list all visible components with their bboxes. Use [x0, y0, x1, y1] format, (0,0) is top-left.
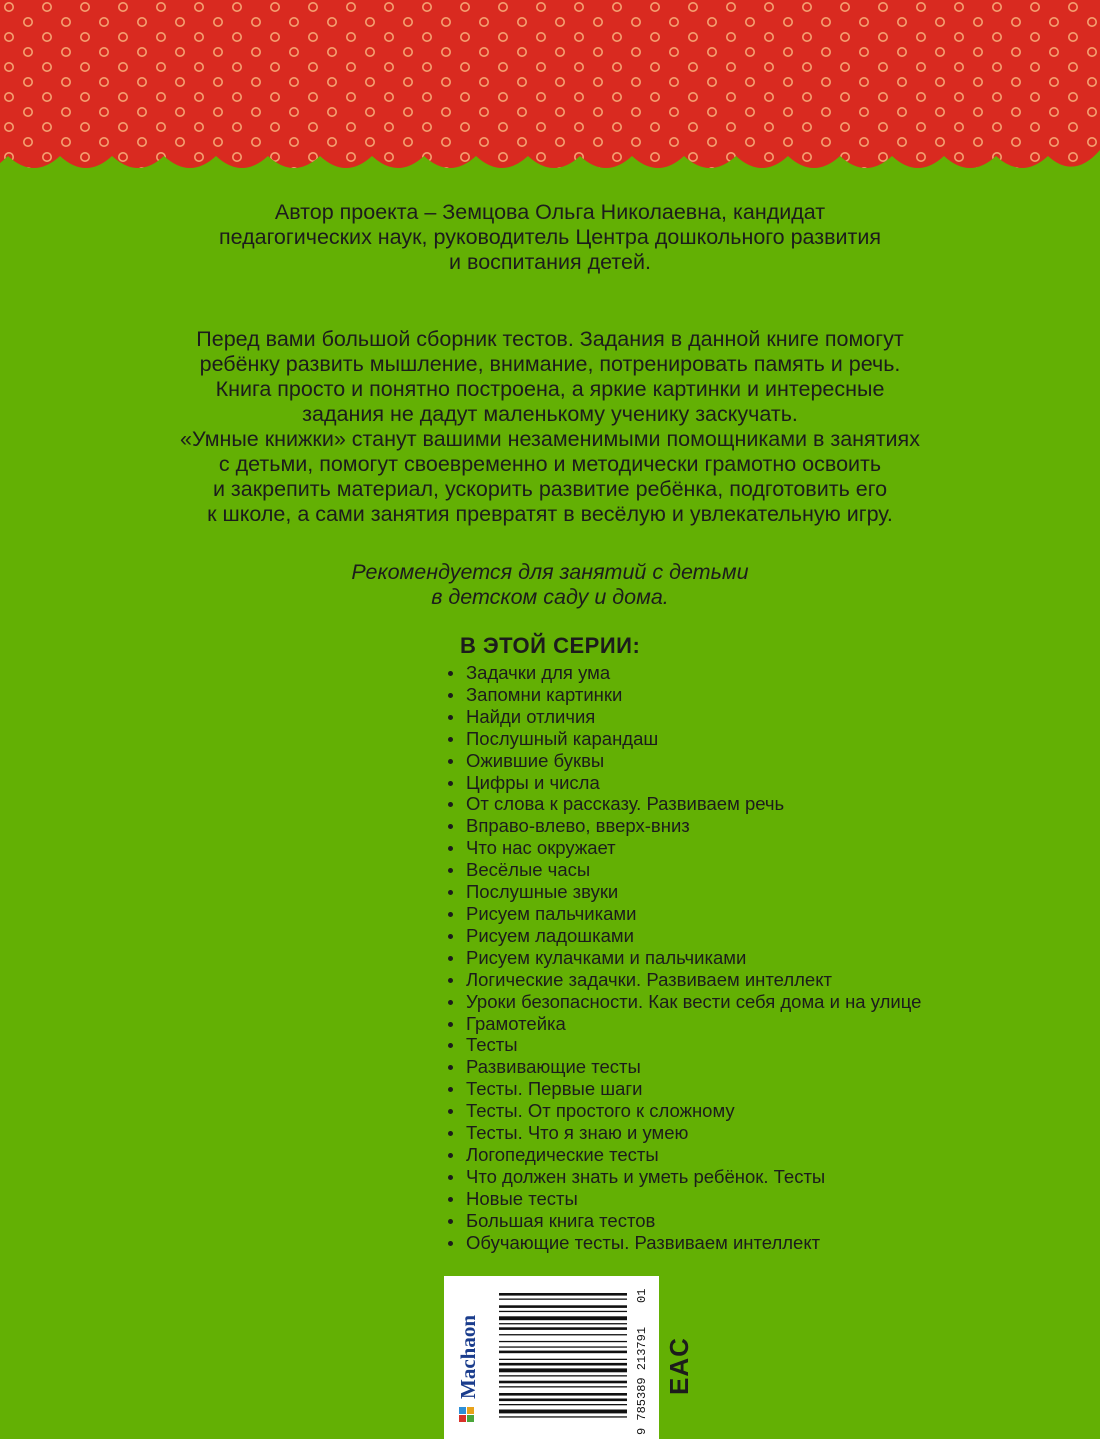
barcode-bar [499, 1351, 627, 1354]
recommendation-note [0, 560, 1100, 610]
series-item: Тесты. От простого к сложному [447, 1100, 921, 1122]
series-item: Задачки для ума [447, 662, 921, 684]
isbn-barcode [493, 1289, 648, 1437]
series-item: Рисуем ладошками [447, 925, 921, 947]
publisher-name: Machaon [456, 1315, 480, 1399]
barcode-bar [499, 1416, 627, 1417]
eac-certification-mark [666, 1319, 692, 1399]
barcode-bar [499, 1341, 627, 1342]
barcode-bar [499, 1299, 627, 1300]
barcode-bar [499, 1293, 627, 1296]
series-item: Что должен знать и уметь ребёнок. Тесты [447, 1166, 921, 1188]
series-heading: В ЭТОЙ СЕРИИ: [460, 633, 641, 658]
barcode-bar [499, 1399, 627, 1402]
series-item: Весёлые часы [447, 859, 921, 881]
recommendation-line: Рекомендуется для занятий с детьми [351, 560, 749, 584]
machaon-logo [449, 1281, 483, 1431]
barcode-bar [499, 1375, 627, 1376]
series-item: Грамотейка [447, 1013, 921, 1035]
author-line: педагогических наук, руководитель Центра дошкольного развития [218, 225, 882, 249]
barcode-bar [499, 1327, 627, 1330]
barcode-bar [499, 1410, 627, 1414]
barcode-bar [499, 1346, 627, 1347]
barcode-bar [499, 1393, 627, 1396]
description-line: с детьми, помогут своевременно и методически грамотно освоить [218, 452, 882, 476]
series-item: Уроки безопасности. Как вести себя дома и на улице [447, 991, 921, 1013]
description-line: ребёнку развить мышление, внимание, потренировать память и речь. [199, 352, 901, 376]
barcode-bar [499, 1334, 627, 1335]
author-line: Автор проекта – Земцова Ольга Николаевна, кандидат [274, 200, 826, 224]
barcode-addon: 01 [635, 1288, 649, 1303]
barcode-bar [499, 1316, 627, 1320]
barcode-bar [499, 1386, 627, 1387]
description-line: Перед вами большой сборник тестов. Задания в данной книге помогут [196, 327, 904, 351]
book-description [0, 327, 1100, 527]
series-item: Развивающие тесты [447, 1056, 921, 1078]
description-line: Книга просто и понятно построена, а яркие картинки и интересные [215, 377, 885, 401]
barcode-bar [499, 1311, 627, 1312]
recommendation-line: в детском саду и дома. [431, 585, 669, 609]
series-item: Тесты [447, 1034, 921, 1056]
series-item: Ожившие буквы [447, 750, 921, 772]
series-item: Логические задачки. Развиваем интеллект [447, 969, 921, 991]
series-item: Тесты. Что я знаю и умею [447, 1122, 921, 1144]
description-line: к школе, а сами занятия превратят в весёлую и увлекательную игру. [207, 502, 893, 526]
barcode-bar [499, 1368, 627, 1372]
description-line: «Умные книжки» станут вашими незаменимыми помощниками в занятиях [180, 427, 920, 451]
series-item: Тесты. Первые шаги [447, 1078, 921, 1100]
series-item: Вправо-влево, вверх-вниз [447, 815, 921, 837]
series-item: Логопедические тесты [447, 1144, 921, 1166]
series-item: Рисуем кулачками и пальчиками [447, 947, 921, 969]
series-list [447, 662, 921, 1253]
barcode-bar [499, 1359, 627, 1360]
barcode-bar [499, 1404, 627, 1405]
eac-text: EAC [664, 1337, 694, 1395]
series-item: Большая книга тестов [447, 1210, 921, 1232]
decorative-polka-dot-band [0, 0, 1100, 190]
description-line: и закрепить материал, ускорить развитие ребёнка, подготовить его [212, 477, 888, 501]
barcode-digits: 9 785389 213791 [635, 1326, 649, 1435]
author-line: и воспитания детей. [449, 250, 651, 274]
series-item: Рисуем пальчиками [447, 903, 921, 925]
author-info [0, 200, 1100, 275]
barcode-bar [499, 1381, 627, 1384]
description-line: задания не дадут маленькому ученику заскучать. [302, 402, 798, 426]
barcode-bar [499, 1363, 627, 1366]
series-item: Обучающие тесты. Развиваем интеллект [447, 1232, 921, 1254]
series-item: От слова к рассказу. Развиваем речь [447, 793, 921, 815]
series-item: Послушные звуки [447, 881, 921, 903]
series-item: Новые тесты [447, 1188, 921, 1210]
series-item: Запомни картинки [447, 684, 921, 706]
barcode-bar [499, 1323, 627, 1324]
series-item: Найди отличия [447, 706, 921, 728]
series-item: Цифры и числа [447, 772, 921, 794]
series-item: Послушный карандаш [447, 728, 921, 750]
series-item: Что нас окружает [447, 837, 921, 859]
barcode-bar [499, 1305, 627, 1308]
